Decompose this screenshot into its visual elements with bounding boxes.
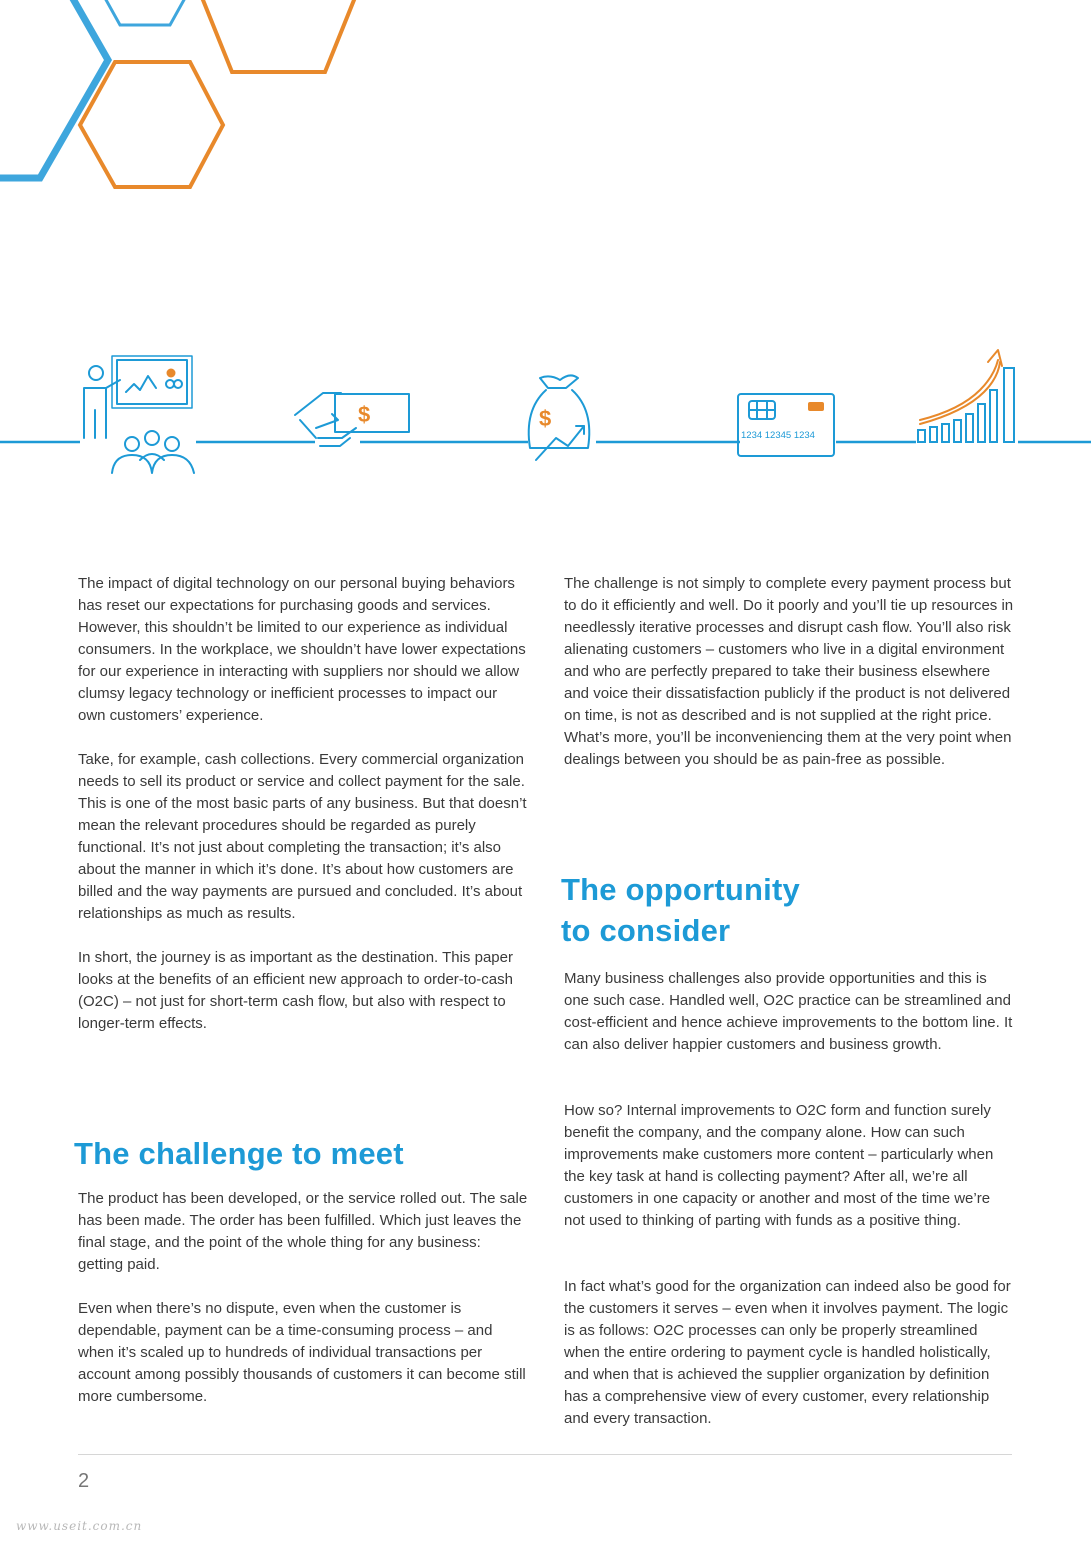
hexagon-orange-large — [80, 62, 223, 187]
dollar-sign-icon: $ — [358, 402, 371, 427]
watermark: www.useit.com.cn — [16, 1519, 143, 1533]
hexagon-decoration — [0, 0, 380, 200]
paragraph: How so? Internal improvements to O2C form and function surely benefit the company, and the company alone. How can such improvements make customers more content – particularly when the key task at hand is collecting payment? After all, we’re all customers in one capacity or another and most of the time we’re not used to thinking of parting with funds as a positive thing. — [564, 1102, 994, 1229]
hexagon-orange-top — [203, 0, 354, 72]
right-column — [564, 573, 1014, 793]
dollar-sign-icon: $ — [539, 406, 552, 431]
presentation-icon — [84, 356, 194, 473]
section-heading-challenge: The challenge to meet — [74, 1136, 404, 1171]
heading-line: to consider — [561, 913, 731, 948]
left-column — [78, 573, 528, 1057]
payment-hand-icon — [295, 393, 409, 446]
heading-line: The opportunity — [561, 872, 800, 907]
paragraph: The challenge is not simply to complete every payment process but to do it efficiently and well. Do it poorly and you’ll tie up resources in needlessly iterative processes and disrupt cash flow. You’ll also risk alienating customers – customers who live in a digital environment and who are perfectly prepared to take their business elsewhere and voice their dissatisfaction publicly if the product is not delivered on time, is not as described and is not supplied at the right price. What’s more, you’ll be inconveniencing them at the very point when dealings between you should be as pain-free as possible. — [564, 575, 1014, 768]
hexagon-blue-edge — [0, 0, 108, 178]
money-bag-icon — [529, 375, 590, 460]
paragraph: In short, the journey is as important as the destination. This paper looks at the benefits of an efficient new approach to order-to-cash (O2C) – not just for short-term cash flow, but also with respect to longer-term effects. — [78, 949, 513, 1032]
paragraph: In fact what’s good for the organization can indeed also be good for the customers it serves – even when it involves payment. The logic is as follows: O2C processes can only be properly streamlined when the entire ordering to payment cycle is handled holistically, and when that is achieved the supplier organization by definition has a comprehensive view of every customer, every relationship and every transaction. — [564, 1278, 1011, 1427]
section-heading-opportunity — [561, 869, 861, 951]
card-number: 1234 12345 1234 — [741, 430, 815, 441]
paragraph: The impact of digital technology on our personal buying behaviors has reset our expectations for purchasing goods and services. However, this shouldn’t be limited to our experience as individual consumers. In the workplace, we shouldn’t have lower expectations for our experience in interacting with suppliers nor should we allow clumsy legacy technology or inefficient processes to impact our own customers’ experience. — [78, 575, 526, 724]
page-number: 2 — [78, 1470, 90, 1492]
paragraph: Even when there’s no dispute, even when the customer is dependable, payment can be a time-consuming process – and when it’s scaled up to hundreds of individual transactions per account among possibly thousands of customers it can become still more cumbersome. — [78, 1300, 526, 1405]
challenge-heading-wrap — [74, 1133, 534, 1174]
opportunity-heading-wrap — [561, 869, 861, 951]
hexagon-blue-small — [95, 0, 195, 25]
process-icon-strip — [0, 340, 1091, 490]
footer-divider — [78, 1454, 1012, 1455]
paragraph: Many business challenges also provide opportunities and this is one such case. Handled well, O2C practice can be streamlined and cost-efficient and hence achieve improvements to the bottom line. It can also deliver happier customers and business growth. — [564, 970, 1013, 1053]
paragraph: The product has been developed, or the service rolled out. The sale has been made. The order has been fulfilled. Which just leaves the final stage, and the point of the whole thing for any business: getting paid. — [78, 1190, 528, 1273]
paragraph: Take, for example, cash collections. Every commercial organization needs to sell its product or service and collect payment for the sale. This is one of the most basic parts of any business. But that doesn’t mean the relevant procedures should be regarded as purely functional. It’s not just about completing the transaction; it’s also about the manner in which it’s done. It’s about how customers are billed and the way payments are pursued and concluded. It’s about relationships as much as results. — [78, 751, 527, 922]
